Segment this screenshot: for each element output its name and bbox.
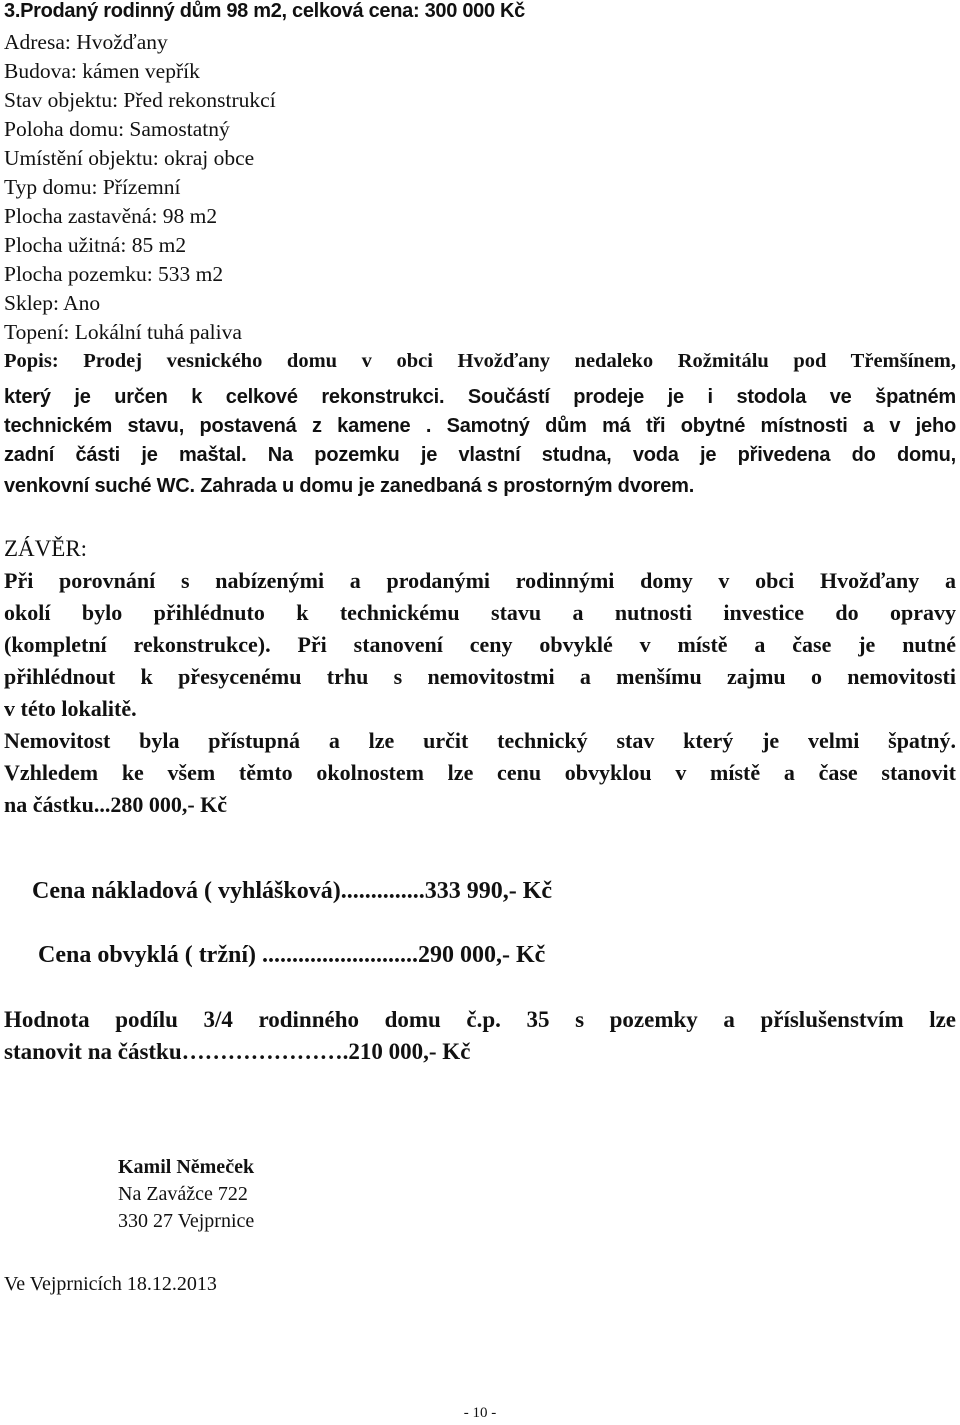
conclusion-line: (kompletní rekonstrukce). Při stanovení ceny obvyklé v místě a čase je nutné <box>4 632 956 657</box>
conclusion-line: Vzhledem ke všem těmto okolnostem lze cenu obvyklou v místě a čase stanovit <box>4 760 956 785</box>
share-value-amount: stanovit na částku………………….210 000,- Kč <box>4 1039 471 1064</box>
property-address: Adresa: Hvožďany <box>4 30 168 54</box>
conclusion-final-price: na částku...280 000,- Kč <box>4 792 228 817</box>
conclusion-line: přihlédnout k přesycenému trhu s nemovitostmi a menšímu zajmu o nemovitosti <box>4 664 956 689</box>
property-position: Poloha domu: Samostatný <box>4 117 230 141</box>
property-built-area: Plocha zastavěná: 98 m2 <box>4 204 218 228</box>
description-line: technickém stavu, postavená z kamene . Samotný dům má tři obytné místnosti a v jeho <box>4 415 956 437</box>
description-line: který je určen k celkové rekonstrukci. Součástí prodeje je i stodola ve špatném <box>4 386 956 408</box>
conclusion-line: Nemovitost byla přístupná a lze určit technický stav který je velmi špatný. <box>4 728 956 753</box>
property-plot-area: Plocha pozemku: 533 m2 <box>4 262 224 286</box>
property-building: Budova: kámen vepřík <box>4 59 200 83</box>
description-line: zadní části je maštal. Na pozemku je vlastní studna, voda je přivedena do domu, <box>4 444 956 466</box>
conclusion-line: okolí bylo přihlédnuto k technickému stavu a nutnosti investice do opravy <box>4 600 956 625</box>
conclusion-line: Při porovnání s nabízenými a prodanými rodinnými domy v obci Hvožďany a <box>4 568 956 593</box>
page-number: - 10 - <box>463 1405 497 1421</box>
description-line: Popis: Prodej vesnického domu v obci Hvožďany nedaleko Rožmitálu pod Třemšínem, <box>4 350 956 372</box>
market-price-line: Cena obvyklá ( tržní) ..........................290 000,- Kč <box>38 942 546 968</box>
description-line: venkovní suché WC. Zahrada u domu je zanedbaná s prostorným dvorem. <box>4 475 695 497</box>
property-house-type: Typ domu: Přízemní <box>4 175 181 199</box>
property-usable-area: Plocha užitná: 85 m2 <box>4 233 187 257</box>
place-date: Ve Vejprnicích 18.12.2013 <box>4 1273 217 1295</box>
property-location: Umístění objektu: okraj obce <box>4 146 255 170</box>
property-heating: Topení: Lokální tuhá paliva <box>4 320 242 344</box>
signer-city: 330 27 Vejprnice <box>118 1210 255 1232</box>
cost-price-line: Cena nákladová ( vyhlášková)..............333 990,- Kč <box>32 878 553 904</box>
property-condition: Stav objektu: Před rekonstrukcí <box>4 88 276 112</box>
property-cellar: Sklep: Ano <box>4 291 101 315</box>
listing-title: 3.Prodaný rodinný dům 98 m2, celková cena: 300 000 Kč <box>4 0 526 22</box>
signer-street: Na Zavážce 722 <box>118 1183 248 1205</box>
signer-name: Kamil Němeček <box>118 1156 255 1178</box>
conclusion-line: v této lokalitě. <box>4 696 137 721</box>
conclusion-heading: ZÁVĚR: <box>4 536 88 561</box>
share-value-line: Hodnota podílu 3/4 rodinného domu č.p. 35 s pozemky a příslušenstvím lze <box>4 1007 956 1032</box>
